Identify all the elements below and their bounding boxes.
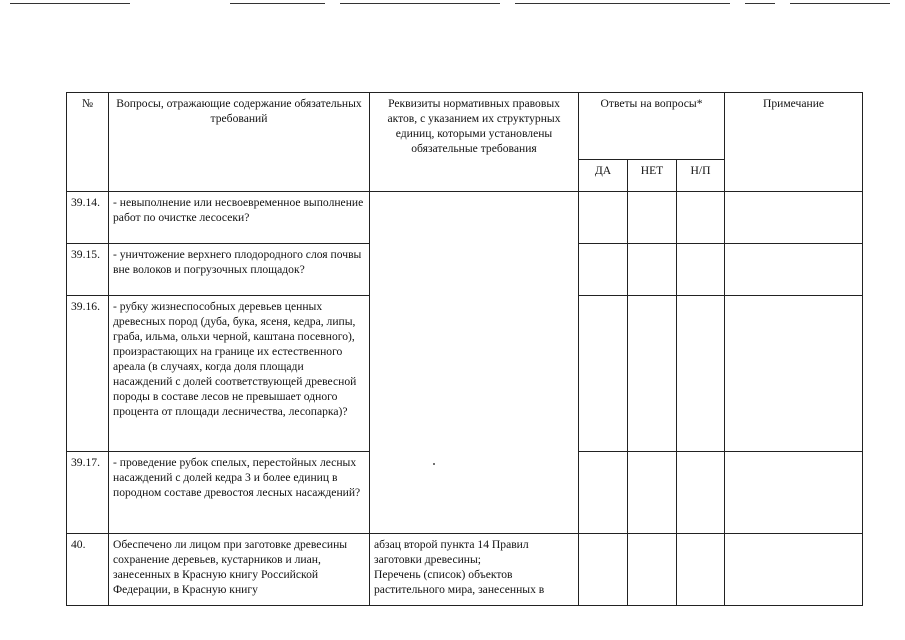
- row-requisites-merged: [370, 192, 579, 534]
- row-number: 39.15.: [67, 244, 109, 296]
- table-row: [67, 192, 863, 244]
- answer-yes-cell[interactable]: [579, 452, 628, 534]
- header-requisites: Реквизиты нормативных правовых актов, с указанием их структурных единиц, которыми установлены обязательные требования: [370, 93, 579, 192]
- note-cell[interactable]: [725, 244, 863, 296]
- row-number: 39.16.: [67, 296, 109, 452]
- row-question: Обеспечено ли лицом при заготовке древесины сохранение деревьев, кустарников и лиан, занесенных в Красную книгу Российской Федерации, в Красную книгу: [109, 534, 370, 606]
- answer-yes-cell[interactable]: [579, 244, 628, 296]
- header-num: №: [67, 93, 109, 192]
- answer-na-cell[interactable]: [677, 192, 725, 244]
- answer-no-cell[interactable]: [628, 192, 677, 244]
- note-cell[interactable]: [725, 534, 863, 606]
- row-number: 39.14.: [67, 192, 109, 244]
- answer-na-cell[interactable]: [677, 296, 725, 452]
- note-cell[interactable]: [725, 452, 863, 534]
- answer-yes-cell[interactable]: [579, 296, 628, 452]
- header-note: Примечание: [725, 93, 863, 192]
- note-cell[interactable]: [725, 296, 863, 452]
- answer-no-cell[interactable]: [628, 296, 677, 452]
- answer-na-cell[interactable]: [677, 534, 725, 606]
- header-row: [67, 93, 863, 160]
- row-number: 39.17.: [67, 452, 109, 534]
- row-requisites: абзац второй пункта 14 Правил заготовки древесины; Перечень (список) объектов растительного мира, занесенных в: [370, 534, 579, 606]
- answer-na-cell[interactable]: [677, 244, 725, 296]
- top-rule: [0, 0, 905, 10]
- row-question: - проведение рубок спелых, перестойных лесных насаждений с долей кедра 3 и более единиц в породном составе древостоя лесных насаждений?: [109, 452, 370, 534]
- answer-no-cell[interactable]: [628, 534, 677, 606]
- scan-speck: [433, 463, 435, 465]
- answer-yes-cell[interactable]: [579, 192, 628, 244]
- row-question: - уничтожение верхнего плодородного слоя почвы вне волоков и погрузочных площадок?: [109, 244, 370, 296]
- row-number: 40.: [67, 534, 109, 606]
- row-question: - невыполнение или несвоевременное выполнение работ по очистке лесосеки?: [109, 192, 370, 244]
- requirements-table: [66, 92, 863, 606]
- answer-no-cell[interactable]: [628, 452, 677, 534]
- header-questions: Вопросы, отражающие содержание обязательных требований: [109, 93, 370, 192]
- header-yes: ДА: [579, 160, 628, 192]
- header-answers: Ответы на вопросы*: [579, 93, 725, 160]
- note-cell[interactable]: [725, 192, 863, 244]
- header-na: Н/П: [677, 160, 725, 192]
- answer-na-cell[interactable]: [677, 452, 725, 534]
- answer-yes-cell[interactable]: [579, 534, 628, 606]
- header-no: НЕТ: [628, 160, 677, 192]
- answer-no-cell[interactable]: [628, 244, 677, 296]
- row-question: - рубку жизнеспособных деревьев ценных древесных пород (дуба, бука, ясеня, кедра, липы, граба, ильма, ольхи черной, каштана посевного), произрастающих на границе их естественного ареала (в случаях, когда доля площади насаждений с долей соответствующей древесной породы в составе лесов не превышает одного процента от площади лесничества, лесопарка)?: [109, 296, 370, 452]
- table-row: [67, 534, 863, 606]
